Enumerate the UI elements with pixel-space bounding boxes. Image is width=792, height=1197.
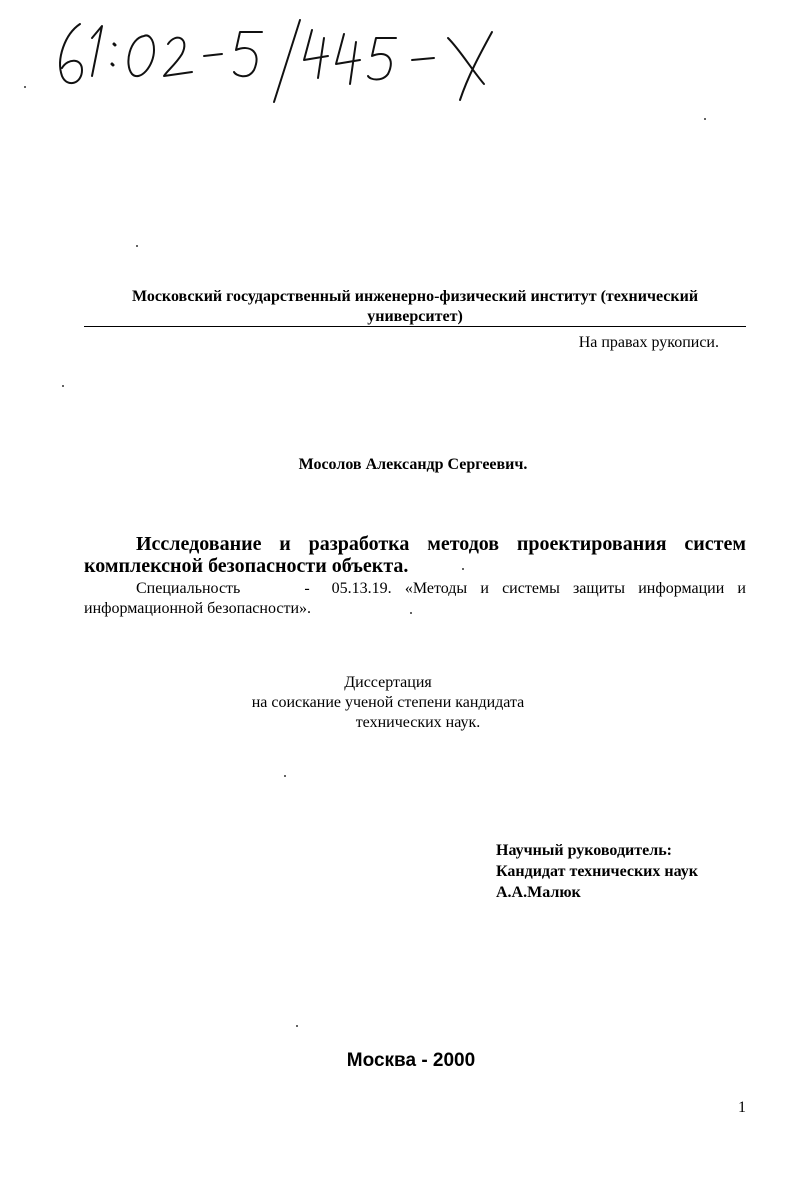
dissertation-title: Исследование и разработка методов проектирования систем комплексной безопасности объекта. bbox=[84, 533, 746, 577]
dissertation-label bbox=[238, 673, 538, 733]
supervisor-name: А.А.Малюк bbox=[496, 884, 581, 901]
scan-speck bbox=[284, 775, 286, 777]
scan-speck bbox=[62, 385, 64, 387]
scan-speck bbox=[296, 1025, 298, 1027]
specialty-text: 05.13.19. «Методы и системы защиты информации и информационной безопасности». bbox=[84, 580, 746, 617]
header-divider bbox=[84, 326, 746, 327]
city-year: Москва - 2000 bbox=[346, 1050, 476, 1071]
page-number: 1 bbox=[738, 1099, 746, 1116]
supervisor-degree: Кандидат технических наук bbox=[496, 863, 699, 880]
dissertation-line-2: на соискание ученой степени кандидата bbox=[251, 694, 525, 711]
handwritten-archive-code bbox=[40, 14, 520, 104]
scan-speck bbox=[462, 568, 464, 570]
dissertation-line-3: технических наук. bbox=[355, 714, 481, 731]
dissertation-line-1: Диссертация bbox=[344, 674, 432, 691]
author-name: Мосолов Александр Сергеевич. bbox=[298, 456, 528, 473]
supervisor-heading: Научный руководитель: bbox=[496, 842, 672, 859]
scan-speck bbox=[410, 612, 412, 614]
specialty-line bbox=[84, 579, 746, 619]
specialty-dash: - bbox=[304, 580, 310, 597]
rights-note: На правах рукописи. bbox=[578, 334, 719, 351]
specialty-label: Специальность bbox=[136, 580, 241, 597]
institute-name: Московский государственный инженерно-физический институт (технический университет) bbox=[131, 288, 699, 325]
scan-speck bbox=[136, 245, 138, 247]
scan-speck bbox=[24, 86, 26, 88]
scan-speck bbox=[704, 118, 706, 120]
supervisor-block bbox=[496, 840, 756, 903]
